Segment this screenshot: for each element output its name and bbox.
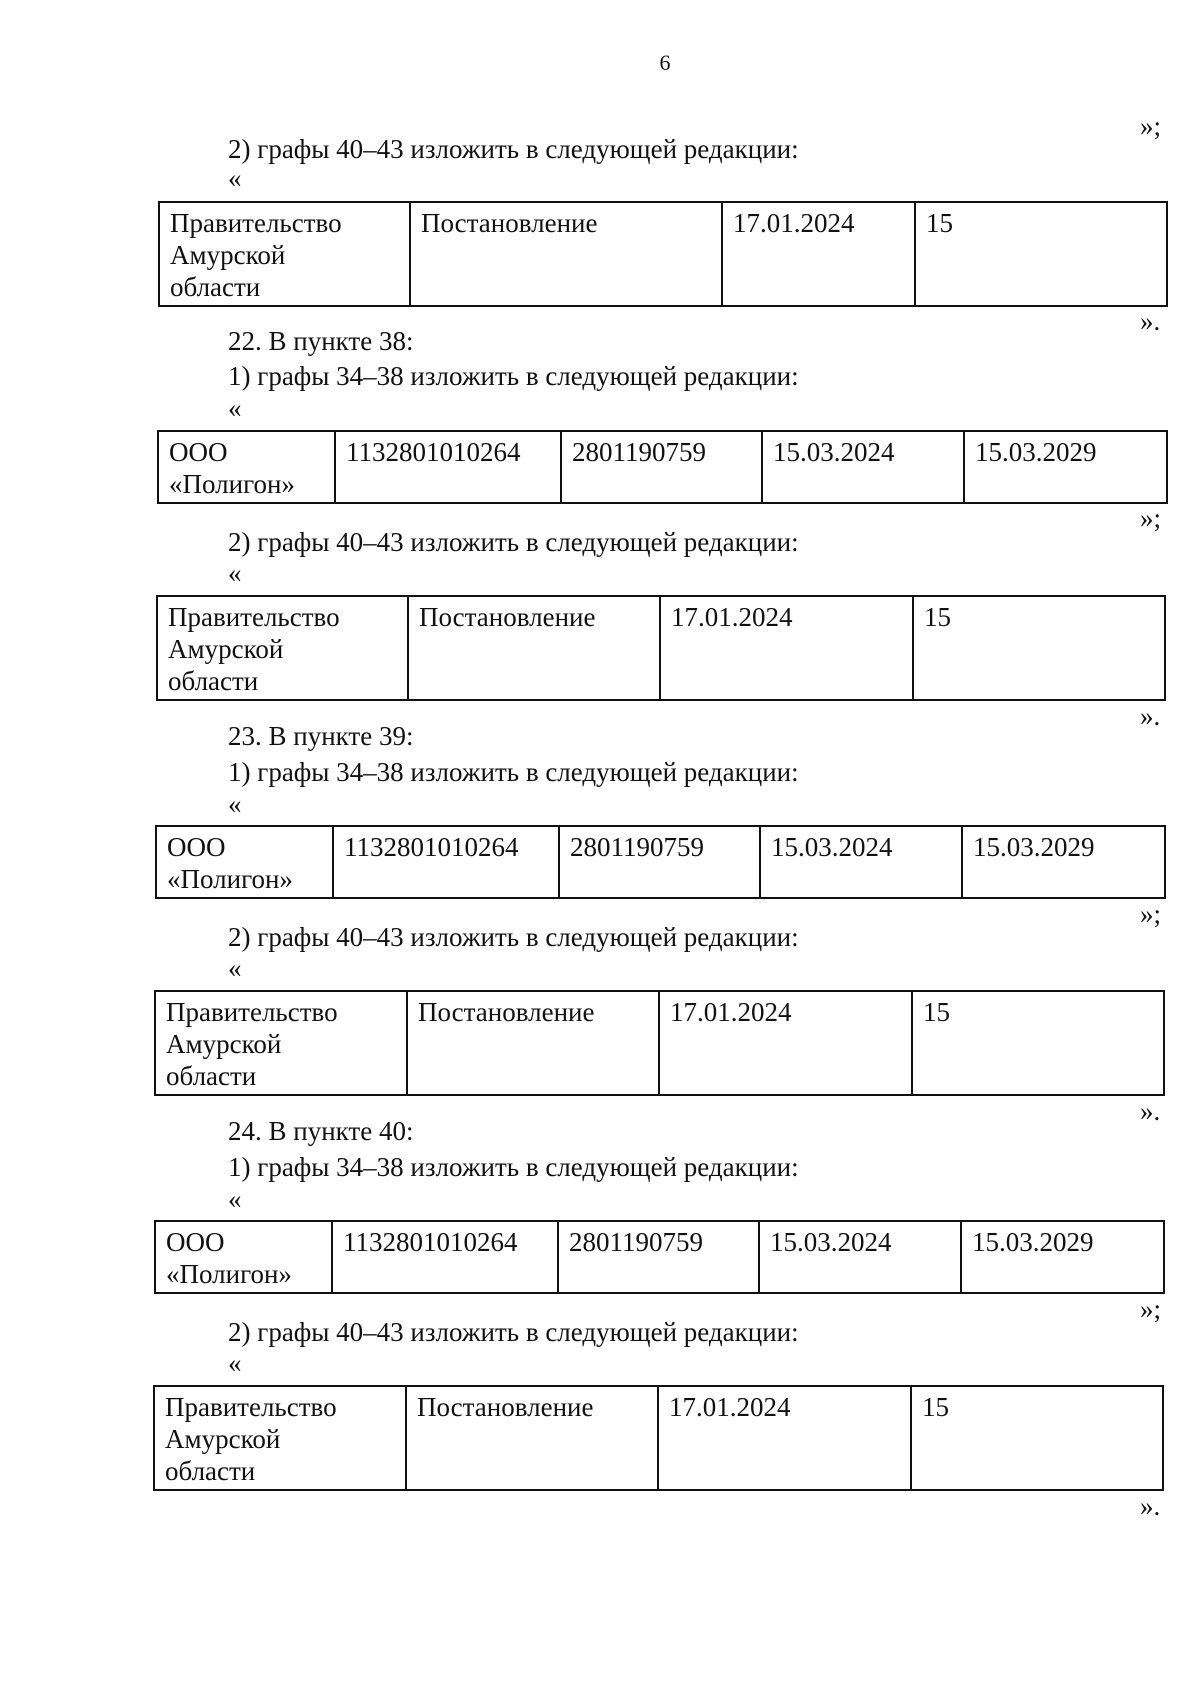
table-cell: Правительство Амурской области bbox=[159, 202, 410, 306]
table-row bbox=[155, 991, 1164, 1095]
authority-table bbox=[153, 1385, 1164, 1491]
table-row bbox=[156, 826, 1165, 898]
table-cell: ООО «Полигон» bbox=[158, 431, 335, 503]
table-row bbox=[157, 596, 1165, 700]
table-cell: 15.03.2029 bbox=[961, 1221, 1164, 1293]
table-cell: 17.01.2024 bbox=[658, 1386, 911, 1490]
table-cell: 15.03.2029 bbox=[964, 431, 1167, 503]
table-cell: ООО «Полигон» bbox=[155, 1221, 332, 1293]
authority-table bbox=[156, 595, 1166, 701]
table-cell: 1132801010264 bbox=[333, 826, 559, 898]
table-cell: 2801190759 bbox=[559, 826, 760, 898]
closing-quote: ». bbox=[1140, 701, 1161, 731]
table-cell: 15 bbox=[911, 1386, 1163, 1490]
table-cell: 15 bbox=[913, 596, 1165, 700]
opening-quote: « bbox=[228, 558, 242, 588]
opening-quote: « bbox=[228, 789, 242, 819]
table-cell: 15.03.2024 bbox=[762, 431, 964, 503]
table-cell: 15.03.2024 bbox=[760, 826, 962, 898]
closing-quote: ». bbox=[1140, 306, 1161, 336]
table-cell: 2801190759 bbox=[561, 431, 762, 503]
instruction-line: 1) графы 34–38 изложить в следующей редакции: bbox=[228, 361, 799, 391]
opening-quote: « bbox=[228, 393, 242, 423]
opening-quote: « bbox=[228, 1348, 242, 1378]
table-cell: Постановление bbox=[406, 1386, 658, 1490]
table-row bbox=[154, 1386, 1163, 1490]
item-heading: 23. В пункте 39: bbox=[228, 721, 414, 751]
closing-quote: ». bbox=[1140, 1491, 1161, 1521]
page-number: 6 bbox=[659, 50, 671, 75]
organization-table bbox=[155, 825, 1166, 899]
authority-table bbox=[158, 201, 1168, 307]
table-cell: 15.03.2029 bbox=[962, 826, 1165, 898]
table-row bbox=[159, 202, 1167, 306]
table-cell: 1132801010264 bbox=[332, 1221, 558, 1293]
closing-quote: »; bbox=[1140, 111, 1162, 141]
instruction-line: 2) графы 40–43 изложить в следующей редакции: bbox=[228, 1317, 799, 1347]
table-cell: ООО «Полигон» bbox=[156, 826, 333, 898]
table-cell: Постановление bbox=[407, 991, 659, 1095]
table-cell: Постановление bbox=[410, 202, 722, 306]
table-cell: 17.01.2024 bbox=[659, 991, 912, 1095]
opening-quote: « bbox=[228, 953, 242, 983]
opening-quote: « bbox=[228, 1184, 242, 1214]
table-cell: Правительство Амурской области bbox=[155, 991, 407, 1095]
table-cell: 15 bbox=[915, 202, 1167, 306]
authority-table bbox=[154, 990, 1165, 1096]
closing-quote: »; bbox=[1140, 1294, 1162, 1324]
opening-quote: « bbox=[228, 163, 242, 193]
closing-quote: »; bbox=[1140, 899, 1162, 929]
table-row bbox=[158, 431, 1167, 503]
table-cell: 1132801010264 bbox=[335, 431, 561, 503]
organization-table bbox=[157, 430, 1168, 504]
table-cell: 15 bbox=[912, 991, 1164, 1095]
table-cell: 15.03.2024 bbox=[759, 1221, 961, 1293]
table-cell: Постановление bbox=[408, 596, 660, 700]
instruction-line: 1) графы 34–38 изложить в следующей редакции: bbox=[228, 757, 799, 787]
item-heading: 24. В пункте 40: bbox=[228, 1116, 414, 1146]
table-cell: 17.01.2024 bbox=[722, 202, 915, 306]
instruction-line: 2) графы 40–43 изложить в следующей редакции: bbox=[228, 922, 799, 952]
instruction-line: 1) графы 34–38 изложить в следующей редакции: bbox=[228, 1152, 799, 1182]
closing-quote: ». bbox=[1140, 1096, 1161, 1126]
instruction-line: 2) графы 40–43 изложить в следующей редакции: bbox=[228, 134, 799, 164]
table-cell: Правительство Амурской области bbox=[157, 596, 408, 700]
instruction-line: 2) графы 40–43 изложить в следующей редакции: bbox=[228, 527, 799, 557]
closing-quote: »; bbox=[1140, 503, 1162, 533]
table-cell: 2801190759 bbox=[558, 1221, 759, 1293]
organization-table bbox=[154, 1220, 1165, 1294]
table-cell: Правительство Амурской области bbox=[154, 1386, 406, 1490]
table-row bbox=[155, 1221, 1164, 1293]
item-heading: 22. В пункте 38: bbox=[228, 326, 414, 356]
table-cell: 17.01.2024 bbox=[660, 596, 913, 700]
